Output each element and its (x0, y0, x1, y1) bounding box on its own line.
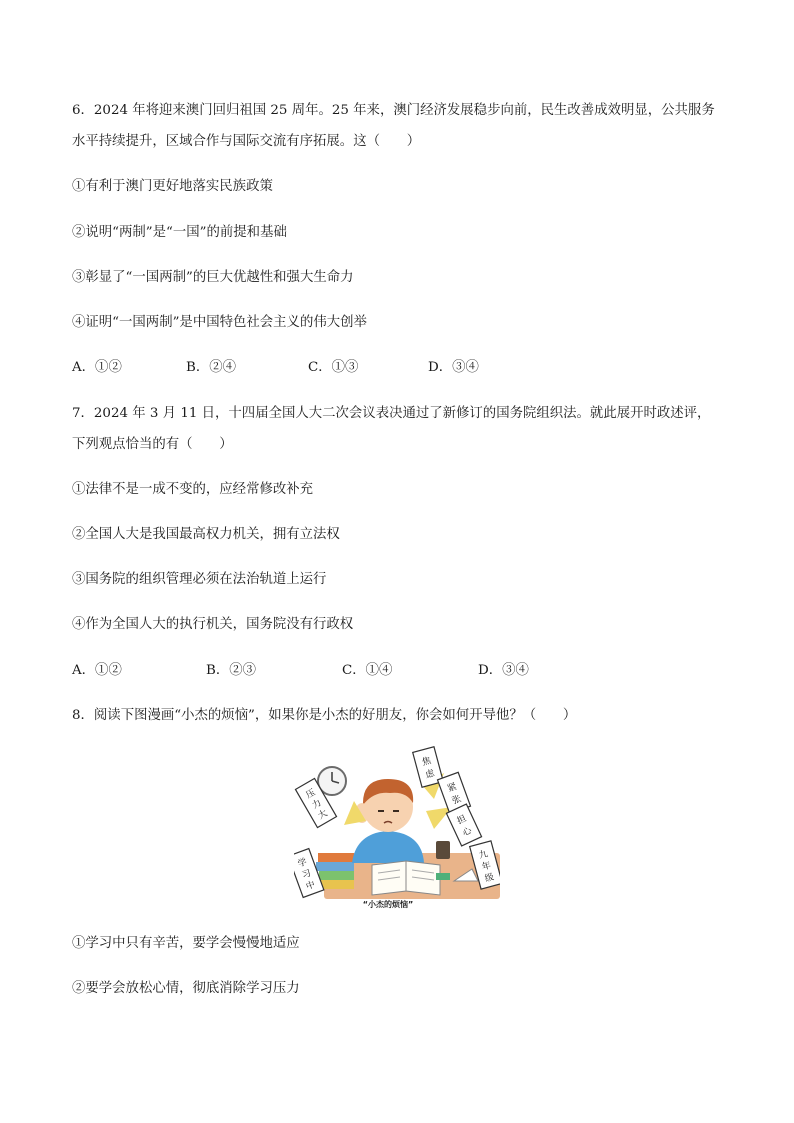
card-studying-text-1: 学 (296, 857, 309, 870)
q6-options (72, 358, 572, 378)
q6-option-b[interactable]: B．②④ (186, 360, 237, 375)
q7-statement-2: ②全国人大是我国最高权力机关，拥有立法权 (72, 527, 340, 542)
q7-option-d[interactable]: D．③④ (478, 663, 529, 678)
q6-statement-1: ①有利于澳门更好地落实民族政策 (72, 179, 273, 194)
card-anxiety-text-1: 焦 (421, 756, 433, 769)
card-nervous-text-1: 紧 (446, 782, 459, 795)
card-pressure-text-3: 大 (316, 808, 330, 822)
q7-option-c[interactable]: C．①④ (342, 663, 393, 678)
q8-statement-2: ②要学会放松心情，彻底消除学习压力 (72, 981, 300, 996)
q6-stem-line2: 水平持续提升，区域合作与国际交流有序拓展。这（ ） (72, 134, 421, 149)
card-pressure-text-2: 力 (310, 798, 324, 812)
eraser (436, 873, 450, 880)
cartoon-illustration (294, 741, 500, 911)
card-grade-nine-text-3: 级 (483, 872, 496, 885)
cup (436, 841, 450, 859)
cartoon-caption: “小杰的烦恼” (362, 900, 414, 909)
card-studying-text-3: 中 (304, 879, 317, 893)
q7-statement-4: ④作为全国人大的执行机关，国务院没有行政权 (72, 617, 354, 632)
q7-option-b[interactable]: B．②③ (206, 663, 257, 678)
q7-option-a[interactable]: A．①② (72, 663, 122, 678)
q6-statement-3: ③彰显了“一国两制”的巨大优越性和强大生命力 (72, 270, 354, 285)
card-pressure-text-1: 压 (304, 787, 318, 801)
q6-stem-line1: 6．2024 年将迎来澳门回归祖国 25 周年。25 年来，澳门经济发展稳步向前，民生改善成效明显，公共服务 (72, 103, 715, 118)
card-nervous-text-2: 张 (450, 794, 463, 807)
q7-statement-1: ①法律不是一成不变的，应经常修改补充 (72, 482, 314, 497)
q6-option-d[interactable]: D．③④ (428, 360, 479, 375)
card-anxiety-text-2: 虑 (424, 768, 436, 781)
card-worry-text-2: 心 (461, 825, 474, 839)
q8-statement-1: ①学习中只有辛苦，要学会慢慢地适应 (72, 936, 300, 951)
q7-statement-3: ③国务院的组织管理必须在法治轨道上运行 (72, 572, 327, 587)
q6-option-c[interactable]: C．①③ (308, 360, 359, 375)
q7-stem-line2: 下列观点恰当的有（ ） (72, 437, 233, 452)
q8-stem: 8．阅读下图漫画“小杰的烦恼”，如果你是小杰的好朋友，你会如何开导他？（ ） (72, 708, 577, 723)
q6-statement-4: ④证明“一国两制”是中国特色社会主义的伟大创举 (72, 315, 367, 330)
q7-stem-line1: 7．2024 年 3 月 11 日，十四届全国人大二次会议表决通过了新修订的国务院组织法。就此展开时政述评， (72, 406, 711, 421)
notebook (372, 861, 440, 895)
q6-option-a[interactable]: A．①② (72, 360, 122, 375)
card-grade-nine-text-2: 年 (480, 860, 493, 873)
cartoon-figure (294, 741, 500, 911)
q7-options (72, 661, 592, 681)
card-worry (446, 804, 481, 846)
card-studying-text-2: 习 (300, 868, 313, 882)
card-grade-nine-text-1: 九 (477, 849, 490, 862)
card-worry-text-1: 担 (455, 814, 469, 827)
q6-statement-2: ②说明“两制”是“一国”的前提和基础 (72, 225, 287, 240)
